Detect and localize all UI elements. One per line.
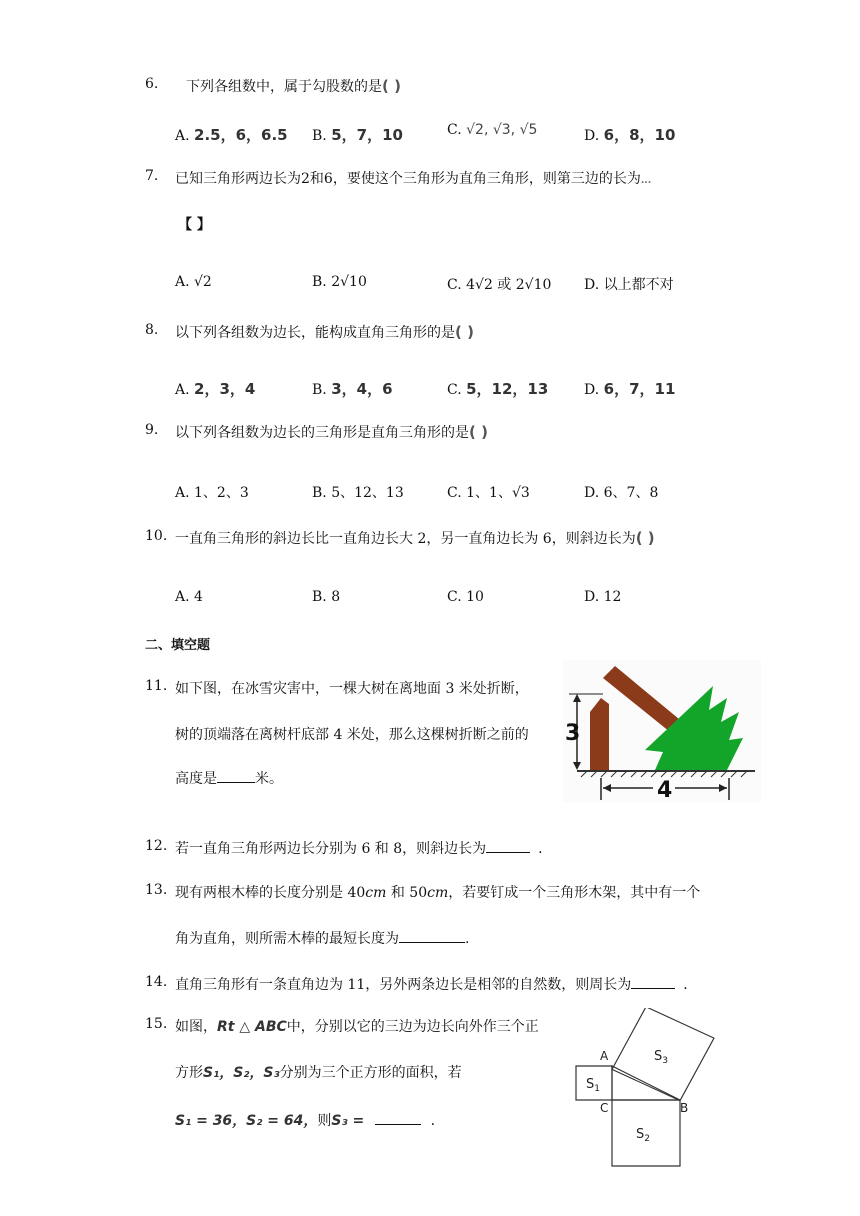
- option-text: 2√10: [331, 274, 367, 290]
- q9-stem: [175, 422, 488, 442]
- option-label: C.: [447, 122, 462, 138]
- option-text: 6、7、8: [603, 485, 659, 501]
- q12-body: [175, 838, 543, 858]
- q11-line2: 树的顶端落在离树杆底部 4 米处，那么这棵树折断之前的: [175, 727, 529, 743]
- q6-answer-paren: ( ): [382, 77, 401, 95]
- q13-text-b: 和 50: [386, 885, 428, 901]
- q6-stem-text: 下列各组数中，属于勾股数的是: [186, 79, 382, 95]
- option-label: B.: [312, 128, 327, 144]
- q10-option-b[interactable]: [312, 589, 340, 605]
- q8-number: 8.: [145, 322, 159, 338]
- option-label: B.: [312, 485, 327, 501]
- q8-stem: [175, 322, 474, 342]
- q12-answer-blank[interactable]: [486, 852, 530, 853]
- q15-line3: [175, 1110, 435, 1130]
- q13-text-c: ，若要钉成一个三角形木架，其中有一个: [448, 885, 701, 901]
- option-label: C.: [447, 589, 462, 605]
- square-s2: [612, 1100, 680, 1166]
- option-label: C.: [447, 485, 462, 501]
- q15-line1: [175, 1016, 539, 1036]
- option-label: B.: [312, 274, 327, 290]
- q10-stem-text: 一直角三角形的斜边长比一直角边长大 2，另一直角边长为 6，则斜边长为: [175, 531, 636, 547]
- q11-line3: [175, 768, 283, 788]
- triangle-abc: [612, 1066, 680, 1100]
- q15-target: S₃ =: [331, 1113, 365, 1129]
- q6-stem: [186, 76, 401, 96]
- q8-answer-paren: ( ): [455, 323, 474, 341]
- q14-end: .: [683, 977, 688, 993]
- q10-number: 10.: [145, 528, 168, 544]
- option-text: 4√2 或 2√10: [466, 277, 552, 293]
- q14-answer-blank[interactable]: [631, 988, 675, 989]
- option-text: 3，4，6: [331, 380, 393, 398]
- option-label: D.: [584, 485, 600, 501]
- q11-line3-text: 高度是: [175, 771, 217, 787]
- q11-line1: 如下图，在冰雪灾害中，一棵大树在离地面 3 米处折断，: [175, 681, 529, 697]
- q9-stem-text: 以下列各组数为边长的三角形是直角三角形的是: [175, 425, 469, 441]
- vertex-b: B: [680, 1101, 689, 1115]
- q9-option-a[interactable]: [175, 482, 249, 502]
- option-text: √2, √3, √5: [466, 122, 538, 138]
- q7-option-c[interactable]: [447, 274, 551, 294]
- squares-figure: [570, 1008, 720, 1172]
- option-label: A.: [175, 485, 190, 501]
- q12-end: .: [538, 841, 543, 857]
- q15-answer-blank[interactable]: [375, 1124, 421, 1125]
- q10-option-d[interactable]: [584, 589, 621, 605]
- option-label: A.: [175, 128, 190, 144]
- q7-stem: [175, 168, 651, 188]
- option-text: 12: [603, 589, 622, 605]
- q8-option-a[interactable]: [175, 378, 255, 399]
- square-s3: [612, 1008, 714, 1101]
- q13-line2: [175, 928, 469, 948]
- q15-number: 15.: [145, 1016, 168, 1032]
- q11-line3-unit: 米。: [255, 771, 283, 787]
- q8-option-b[interactable]: [312, 378, 393, 399]
- q13-unit: cm: [427, 885, 449, 901]
- q15-text-b: 中，分别以它的三边为边长向外作三个正: [286, 1019, 539, 1035]
- q15-line2: [175, 1062, 462, 1082]
- option-label: B.: [312, 382, 327, 398]
- q7-option-b[interactable]: [312, 274, 367, 290]
- base-label: 4: [657, 778, 673, 802]
- option-text: 5，12，13: [466, 380, 549, 398]
- q13-text-a: 现有两根木棒的长度分别是 40: [175, 885, 366, 901]
- q8-option-d[interactable]: [584, 378, 675, 399]
- option-text: 1、1、√3: [466, 485, 530, 501]
- option-label: A.: [175, 589, 190, 605]
- option-text: 6，7，11: [603, 380, 676, 398]
- q13-answer-blank[interactable]: [399, 942, 465, 943]
- q13-line2-text: 角为直角，则所需木棒的最短长度为: [175, 931, 399, 947]
- q10-stem: [175, 528, 655, 548]
- q7-option-a[interactable]: [175, 274, 212, 290]
- q15-area-list: S₁，S₂，S₃: [203, 1065, 280, 1081]
- option-label: D.: [584, 277, 600, 293]
- option-text: √2: [194, 274, 212, 290]
- label-s3: $S_3$: [654, 1049, 668, 1066]
- option-text: 5、12、13: [331, 485, 404, 501]
- option-label: C.: [447, 277, 462, 293]
- option-label: A.: [175, 274, 190, 290]
- q12-number: 12.: [145, 838, 168, 854]
- label-s1: $S_1$: [586, 1077, 600, 1094]
- section-heading: 二、填空题: [145, 638, 211, 653]
- option-label: D.: [584, 382, 600, 398]
- q10-option-a[interactable]: [175, 589, 203, 605]
- label-s2: $S_2$: [636, 1127, 650, 1144]
- q10-option-c[interactable]: [447, 589, 484, 605]
- q6-option-d[interactable]: [584, 124, 675, 145]
- q7-stem-text: 已知三角形两边长为2和6，要使这个三角形为直角三角形，则第三边的长为: [175, 171, 641, 187]
- q7-number: 7.: [145, 168, 159, 184]
- q15-given: S₁ = 36，S₂ = 64，: [175, 1113, 318, 1129]
- q9-number: 9.: [145, 422, 159, 438]
- q10-answer-paren: ( ): [635, 529, 655, 547]
- option-text: 5，7，10: [331, 126, 403, 144]
- q13-line1: [175, 882, 700, 902]
- q9-option-c[interactable]: [447, 482, 530, 502]
- q6-option-b[interactable]: [312, 124, 403, 145]
- q15-text-c: 方形: [175, 1065, 203, 1081]
- q6-option-c[interactable]: [447, 122, 537, 138]
- vertex-a: A: [600, 1049, 609, 1063]
- q8-option-c[interactable]: [447, 378, 548, 399]
- option-text: 2.5，6，6.5: [194, 126, 288, 144]
- q14-text: 直角三角形有一条直角边为 11，另外两条边长是相邻的自然数，则周长为: [175, 977, 632, 993]
- height-label: 3: [565, 721, 581, 746]
- q15-triangle-name: Rt △ ABC: [217, 1019, 287, 1035]
- q13-number: 13.: [145, 882, 168, 898]
- option-text: 1、2、3: [194, 485, 249, 501]
- q12-text: 若一直角三角形两边长分别为 6 和 8，则斜边长为: [175, 841, 487, 857]
- option-text: 8: [331, 589, 341, 605]
- vertex-c: C: [600, 1101, 609, 1115]
- q13-end: .: [465, 931, 470, 947]
- option-text: 6，8，10: [603, 126, 676, 144]
- option-label: C.: [447, 382, 462, 398]
- q15-text-d: 分别为三个正方形的面积，若: [279, 1065, 462, 1081]
- q6-option-a[interactable]: [175, 124, 288, 145]
- q15-then: 则: [317, 1113, 332, 1129]
- option-text: 2，3，4: [194, 380, 256, 398]
- q7-option-d[interactable]: [584, 274, 674, 294]
- option-text: 以上都不对: [603, 277, 674, 293]
- tree-figure: [563, 660, 761, 802]
- q14-number: 14.: [145, 974, 168, 990]
- option-label: D.: [584, 128, 600, 144]
- q11-answer-blank[interactable]: [217, 782, 255, 783]
- q11-number: 11.: [145, 678, 168, 694]
- q7-bracket: 【 】: [178, 217, 211, 233]
- option-text: 10: [466, 589, 484, 605]
- q9-answer-paren: ( ): [469, 423, 488, 441]
- q14-body: [175, 974, 688, 994]
- q9-option-d[interactable]: [584, 482, 658, 502]
- q8-stem-text: 以下列各组数为边长，能构成直角三角形的是: [175, 325, 455, 341]
- q9-option-b[interactable]: [312, 482, 404, 502]
- q15-end: .: [430, 1113, 436, 1129]
- option-label: D.: [584, 589, 600, 605]
- q13-unit: cm: [365, 885, 387, 901]
- q15-text-a: 如图，: [175, 1019, 217, 1035]
- q7-ellipsis: ...: [640, 175, 652, 186]
- q6-number: 6.: [145, 76, 159, 92]
- option-text: 4: [194, 589, 203, 605]
- option-label: B.: [312, 589, 327, 605]
- option-label: A.: [175, 382, 190, 398]
- tree-trunk: [590, 698, 609, 770]
